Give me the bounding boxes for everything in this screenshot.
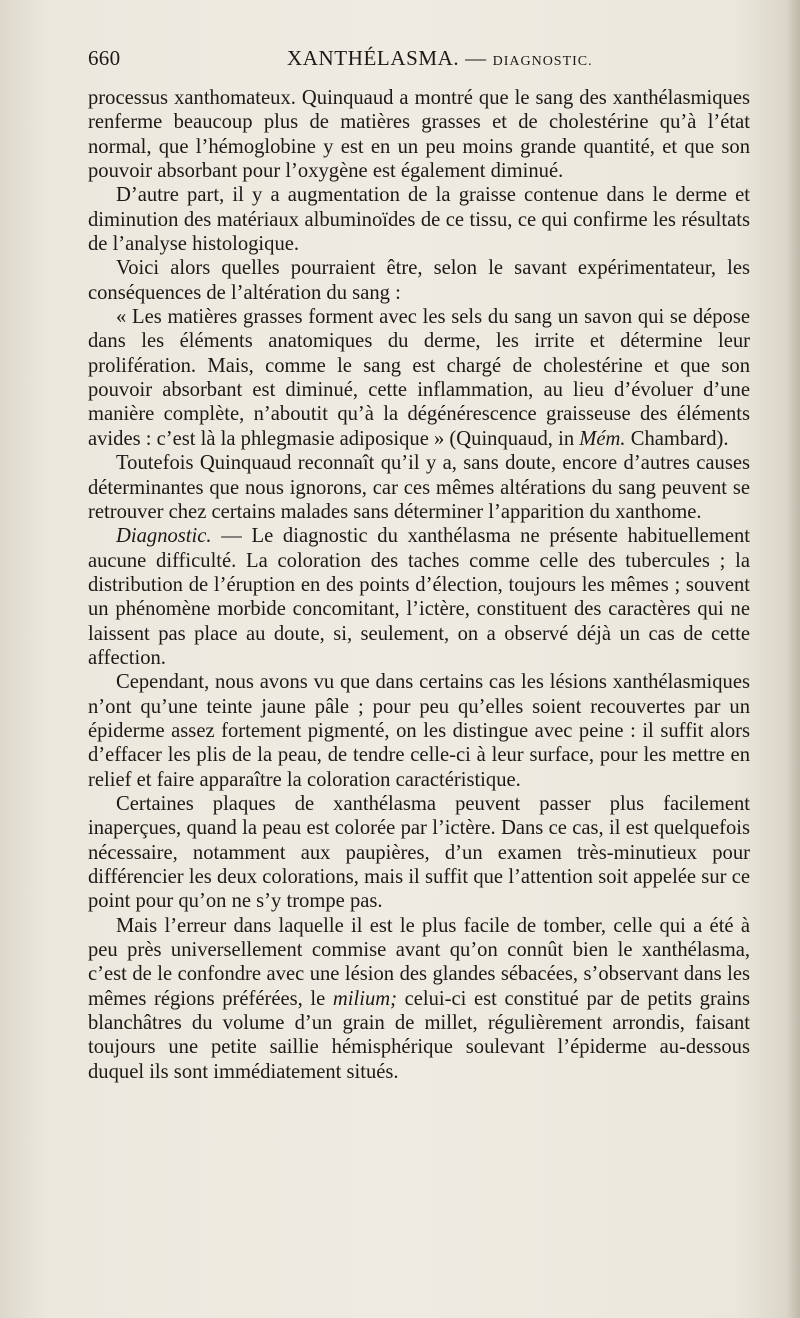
paragraph-1: processus xanthomateux. Quinquaud a montré que le sang des xanthélasmiques renferme beaucoup plus de matières grasses et de cholestérine qu’à l’état normal, que l’hémoglobine y est en un peu moins grande quantité, et que son pouvoir absorbant pour l’oxygène est également diminué. bbox=[88, 87, 750, 183]
page-number: 660 bbox=[88, 46, 121, 70]
paragraph-7: Cependant, nous avons vu que dans certains cas les lésions xanthélasmiques n’ont qu’une teinte jaune pâle ; pour peu qu’elles soient recouvertes par un épiderme assez fortement pigmenté, on les distingue avec peine : il suffit alors d’effacer les plis de la peau, de tendre celle-ci à leur surface, pour les mettre en relief et faire apparaître la coloration caractéristique. bbox=[88, 671, 750, 791]
paragraph-4 bbox=[88, 305, 750, 451]
running-title bbox=[287, 46, 593, 71]
paragraph-6 bbox=[88, 524, 750, 670]
body-text bbox=[88, 86, 750, 1084]
milium-term: milium; bbox=[332, 987, 397, 1010]
paragraph-2: D’autre part, il y a augmentation de la graisse contenue dans le derme et diminution des matériaux albuminoïdes de ce tissu, ce qui confirme les résultats de l’analyse histologique. bbox=[88, 184, 750, 256]
running-header bbox=[88, 46, 754, 76]
citation-italic: Mém. bbox=[579, 427, 626, 450]
milium-text: Mais l’erreur dans laquelle il est le plus facile de tomber, celle qui a été à peu près universellement commise avant qu’on connût bien le xanthélasma, c’est de le confondre avec une lésion des glandes sébacées, s’observant dans les mêmes régions préférées, le bbox=[88, 914, 750, 1010]
running-title-separator: — bbox=[459, 46, 493, 70]
section-heading-diagnostic: Diagnostic. bbox=[116, 525, 212, 548]
paragraph-3: Voici alors quelles pourraient être, selon le savant expérimentateur, les conséquences de l’altération du sang : bbox=[88, 257, 750, 304]
paragraph-9 bbox=[88, 914, 750, 1084]
paragraph-5: Toutefois Quinquaud reconnaît qu’il y a, sans doute, encore d’autres causes déterminantes que nous ignorons, car ces mêmes altérations du sang peuvent se retrouver chez certains malades sans déterminer l’apparition du xanthome. bbox=[88, 452, 750, 523]
milium-tail: celui-ci est constitué par de petits grains blanchâtres du volume d’un grain de millet, régulièrement arrondis, faisant toujours une petite saillie hémisphérique soulevant l’épiderme au-dessous duquel ils sont immédiatement situés. bbox=[88, 987, 750, 1083]
running-title-main: XANTHÉLASMA. bbox=[287, 46, 460, 70]
diagnostic-text: — Le diagnostic du xanthélasma ne présente habituellement aucune difficulté. La coloration des taches comme celle des tubercules ; la distribution de l’éruption en des points d’élection, toujours les mêmes ; souvent un phénomène morbide concomitant, l’ictère, constituent des caractères qui ne laissent pas place au doute, si, seulement, on a observé déjà un cas de cette affection. bbox=[88, 525, 750, 669]
quote-text: « Les matières grasses forment avec les sels du sang un savon qui se dépose dans les éléments anatomiques du derme, les irrite et détermine leur prolifération. Mais, comme le sang est chargé de cholestérine et que son pouvoir absorbant est diminué, cette inflammation, au lieu d’évoluer d’une manière complète, n’aboutit qu’à la dégénérescence graisseuse des éléments avides : c’est là la phlegmasie adiposique » (Quinquaud, in bbox=[88, 306, 750, 450]
citation-tail: Chambard). bbox=[625, 427, 729, 450]
paragraph-8: Certaines plaques de xanthélasma peuvent passer plus facilement inaperçues, quand la peau est colorée par l’ictère. Dans ce cas, il est quelquefois nécessaire, notamment aux paupières, d’un examen très-minutieux pour différencier les deux colorations, mais il suffit que l’attention soit appelée sur ce point pour qu’on ne s’y trompe pas. bbox=[88, 792, 750, 913]
running-title-section: DIAGNOSTIC. bbox=[492, 54, 593, 69]
